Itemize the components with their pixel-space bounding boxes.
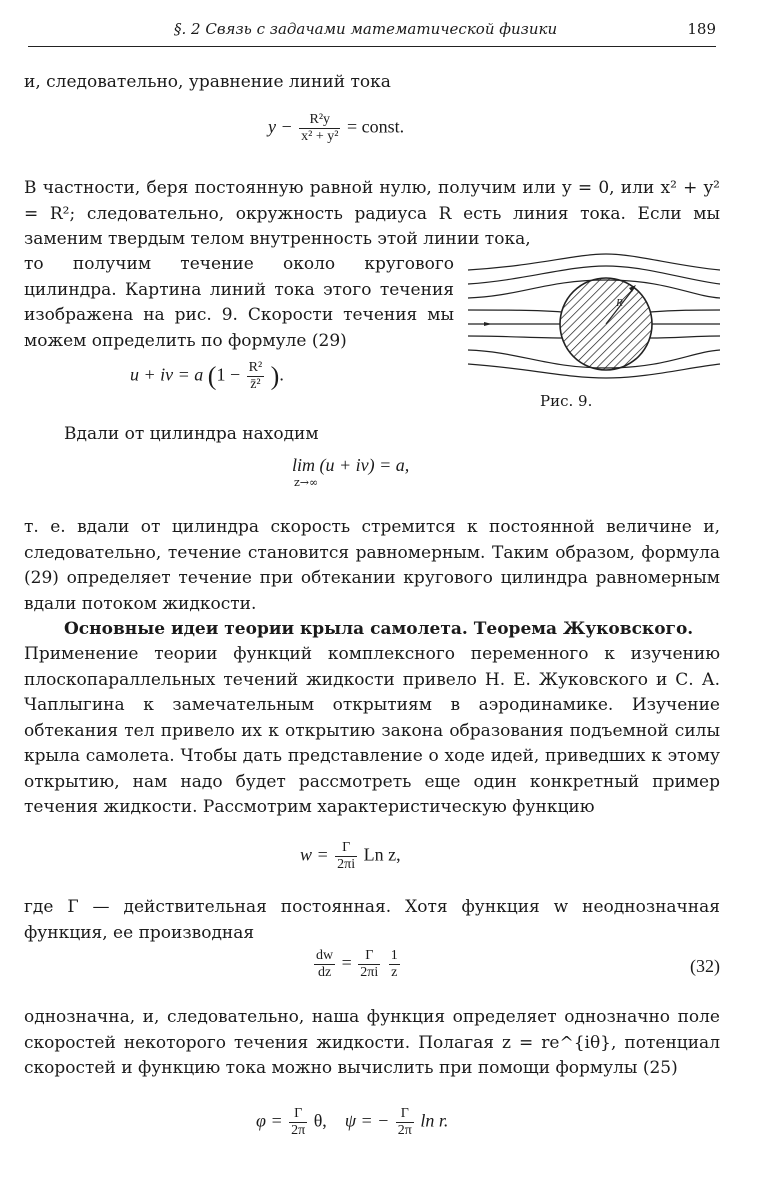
eq-deriv-den2: 2πi — [360, 965, 379, 980]
header-title: §. 2 Связь с задачами математической физики — [174, 20, 558, 38]
eq-phi-fraction — [289, 1106, 307, 1139]
eq-psi-num: Г — [396, 1106, 414, 1123]
eq-stream-num: R²y — [299, 112, 340, 129]
running-header — [28, 20, 716, 47]
paragraph-5: однозначна, и, следовательно, наша функция определяет однозначно поле скоростей некоторого течения жидкости. Полагая z = re^{iθ}, потенциал скоростей и функцию тока можно вычислить при помощи формулы (25) — [24, 1007, 720, 1078]
eq-deriv-num3: 1 — [390, 948, 398, 963]
eq-stream-rhs: = const. — [346, 116, 405, 137]
eq-phi-num: Г — [289, 1106, 307, 1123]
eq-vel-num: R² — [248, 360, 263, 375]
paragraph-1b: то получим течение около кругового цилиндра. Картина линий тока этого течения изображена на рис. 9. Скорости течения мы можем определить по формуле (29) — [24, 254, 454, 351]
equation-derivative: $\frac{dw}{dz}$ = $\frac{Г}{2\pi i}$ $\frac{1}{z}$ — [316, 948, 398, 980]
eq-w-lhs: w = — [300, 844, 329, 865]
equation-stream-lines — [268, 112, 404, 145]
eq-deriv-num1: dw — [316, 948, 334, 963]
eq-phi-den: 2π — [291, 1123, 306, 1138]
eq-w-rhs: Ln z, — [363, 844, 401, 865]
eq-w-fraction — [335, 840, 357, 873]
eq-deriv-fraction-2 — [358, 948, 380, 981]
paragraph-3: Применение теории функций комплексного переменного к изучению плоскопараллельных течений жидкости привело Н. Е. Жуковского и С. А. Чаплыгина к замечательным открытиям в аэродинамике. Изучение обтекания тел привело их к открытию закона образования подъемной силы крыла самолета. Чтобы дать представление о ходе идей, приведших к этому открытию, нам надо будет рассмотреть еще один конкретный пример течения жидкости. Рассмотрим характеристическую функцию — [24, 644, 720, 817]
eq-psi-den: 2π — [397, 1123, 412, 1138]
text-line-1: и, следовательно, уравнение линий тока — [24, 72, 391, 92]
eq-stream-lhs: y − — [268, 116, 293, 137]
equation-limit — [292, 455, 409, 476]
paragraph-2: т. е. вдали от цилиндра скорость стремится к постоянной величине и, следовательно, течение становится равномерным. Таким образом, формула (29) определяет течение при обтекании кругового цилиндра равномерным вдали потоком жидкости. — [24, 517, 720, 614]
radius-label: R — [616, 297, 623, 309]
section-heading: Основные идеи теории крыла самолета. Теорема Жуковского. — [64, 619, 694, 639]
eq-lim-main: lim (u + iv) = a, — [292, 455, 410, 475]
eq-vel-lhs: u + iv = a — [130, 364, 204, 385]
eq-deriv-fraction-3 — [389, 948, 400, 981]
eq-vel-fraction — [247, 360, 265, 393]
eq-psi-lhs: ψ = − — [344, 1110, 390, 1131]
eq-stream-fraction — [299, 112, 340, 145]
equation-velocity: u + iv = a (1 − $\frac{\text{R²}}{\text{z̄²}}$ ). — [130, 360, 284, 392]
eq-deriv-fraction-1 — [314, 948, 335, 981]
eq-deriv-den1: dz — [317, 965, 332, 980]
eq-w-num: Г — [335, 840, 357, 857]
eq-phi-lhs: φ = — [256, 1110, 283, 1131]
paragraph-1: В частности, беря постоянную равной нулю, получим или y = 0, или x² + y² = R²; следовательно, окружность радиуса R есть линия тока. Если мы заменим твердым телом внутренность этой линии тока, — [24, 178, 720, 249]
figure-caption: Рис. 9. — [540, 392, 593, 410]
figure-9-streamlines — [466, 252, 722, 380]
eq-vel-paren-open: ( — [207, 361, 217, 391]
eq-psi-fraction — [396, 1106, 414, 1139]
equation-phi-psi — [256, 1106, 448, 1139]
eq-deriv-num2: Г — [358, 948, 380, 965]
eq-w-den: 2πi — [337, 857, 356, 872]
page-number: 189 — [687, 20, 716, 38]
text-line-far: Вдали от цилиндра находим — [64, 424, 319, 444]
eq-lim-sub: z→∞ — [294, 476, 319, 489]
equation-number-32: (32) — [690, 956, 720, 976]
eq-psi-rhs: ln r. — [420, 1110, 449, 1131]
eq-vel-den: z̄² — [250, 377, 261, 392]
eq-stream-den: x² + y² — [301, 129, 339, 144]
eq-deriv-den3: z — [391, 965, 398, 980]
eq-phi-rhs: θ, — [313, 1110, 327, 1131]
equation-w — [300, 840, 401, 873]
paragraph-4: где Г — действительная постоянная. Хотя функция w неоднозначная функция, ее производная — [24, 897, 720, 943]
eq-vel-paren-close: ) — [270, 361, 280, 391]
